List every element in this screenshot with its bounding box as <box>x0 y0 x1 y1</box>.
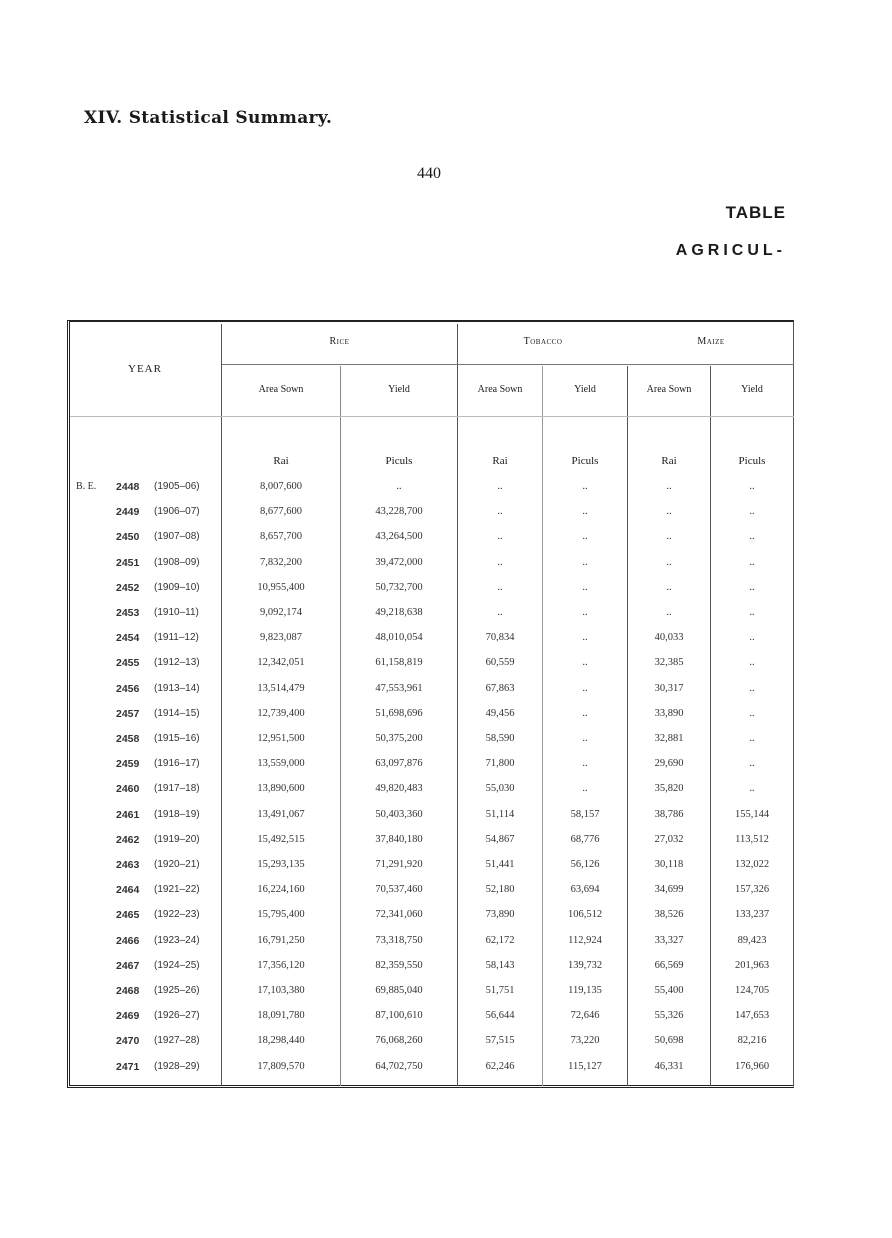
rice-area-value: 18,091,780 <box>257 1010 305 1022</box>
maize-area-value: 40,033 <box>654 632 684 644</box>
maize-yield-value: .. <box>749 506 755 518</box>
maize-yield-value: .. <box>749 556 755 568</box>
tobacco-area-value: .. <box>497 531 503 543</box>
table-row <box>0 733 892 758</box>
rice-yield-value: 87,100,610 <box>375 1010 423 1022</box>
year-ce: (1906–07) <box>154 506 200 518</box>
maize-area-value: 55,400 <box>654 985 684 996</box>
rice-area-unit: Rai <box>273 455 289 467</box>
table-row <box>0 884 892 909</box>
maize-yield-value: 201,963 <box>734 959 770 971</box>
maize-yield-value: .. <box>749 607 755 618</box>
maize-area-value: .. <box>666 481 672 492</box>
tobacco-area-value: 51,114 <box>485 808 515 820</box>
maize-area-value: 66,569 <box>654 959 684 971</box>
year-ce: (1918–19) <box>154 808 200 820</box>
maize-area-value: 33,890 <box>654 707 684 719</box>
rice-area-value: 7,832,200 <box>260 556 302 568</box>
year-be: 2466 <box>116 934 140 947</box>
rice-area-value: 8,007,600 <box>260 481 302 492</box>
rice-area-value: 13,559,000 <box>257 758 305 770</box>
year-ce: (1927–28) <box>154 1035 200 1047</box>
table-row <box>0 834 892 859</box>
table-row <box>0 708 892 733</box>
tobacco-group-header: Tobacco <box>523 336 563 347</box>
rice-yield-header: Yield <box>388 384 410 395</box>
year-ce: (1909–10) <box>154 581 200 593</box>
tobacco-yield-value: 106,512 <box>567 909 603 921</box>
rice-yield-value: 73,318,750 <box>375 934 423 946</box>
maize-yield-value: .. <box>749 581 755 593</box>
year-be: 2467 <box>116 959 140 972</box>
tobacco-yield-value: .. <box>582 531 588 543</box>
tobacco-area-value: .. <box>497 607 503 618</box>
tobacco-yield-value: .. <box>582 707 588 719</box>
maize-yield-value: .. <box>749 657 755 669</box>
maize-area-value: 32,385 <box>654 657 684 669</box>
table-row <box>0 582 892 607</box>
table-row <box>0 783 892 808</box>
year-ce: (1921–22) <box>154 884 200 896</box>
tobacco-yield-value: 139,732 <box>567 959 603 971</box>
year-be: 2448 <box>116 481 140 493</box>
rice-area-value: 13,890,600 <box>257 783 305 795</box>
maize-yield-value: .. <box>749 682 755 694</box>
table-row <box>0 506 892 531</box>
year-be: 2456 <box>116 682 140 695</box>
year-be: 2462 <box>116 833 140 846</box>
maize-yield-header: Yield <box>741 384 763 395</box>
maize-yield-value: 132,022 <box>734 859 770 870</box>
section-title: XIV. Statistical Summary. <box>84 108 333 128</box>
rule-group-header <box>222 364 794 365</box>
tobacco-area-value: 71,800 <box>485 758 515 770</box>
rice-yield-value: 82,359,550 <box>375 959 423 971</box>
maize-group-header: Maize <box>697 336 725 347</box>
year-be: 2464 <box>116 884 140 897</box>
maize-area-value: .. <box>666 556 672 568</box>
table-row <box>0 859 892 884</box>
tobacco-area-value: 58,143 <box>485 959 515 971</box>
maize-yield-value: 124,705 <box>734 985 770 996</box>
rice-yield-value: 43,264,500 <box>375 531 423 543</box>
year-be: 2457 <box>116 707 140 720</box>
year-ce: (1920–21) <box>154 859 200 870</box>
era-label: B. E. <box>76 481 97 492</box>
year-ce: (1910–11) <box>154 607 199 618</box>
rice-area-value: 16,224,160 <box>257 884 305 896</box>
maize-yield-value: 147,653 <box>734 1010 770 1022</box>
tobacco-yield-value: .. <box>582 682 588 694</box>
tobacco-yield-value: .. <box>582 657 588 669</box>
maize-area-header: Area Sown <box>646 384 692 395</box>
table-label: TABLE <box>725 203 786 222</box>
tobacco-yield-value: 115,127 <box>568 1060 602 1072</box>
tobacco-yield-value: .. <box>582 733 588 744</box>
year-ce: (1919–20) <box>154 833 200 845</box>
rice-group-header: Rice <box>329 336 350 347</box>
rice-area-value: 9,092,174 <box>260 607 302 618</box>
rice-area-value: 9,823,087 <box>260 632 302 644</box>
table-row <box>0 1010 892 1035</box>
tobacco-yield-value: 63,694 <box>570 884 600 896</box>
table-row <box>0 935 892 960</box>
rice-yield-value: .. <box>396 481 402 492</box>
tobacco-yield-value: 73,220 <box>570 1035 600 1047</box>
rice-yield-value: 63,097,876 <box>375 758 423 770</box>
maize-area-value: 35,820 <box>654 783 684 795</box>
year-ce: (1915–16) <box>154 733 200 744</box>
maize-area-value: 55,326 <box>654 1010 684 1022</box>
year-ce: (1905–06) <box>154 481 200 492</box>
rice-area-value: 16,791,250 <box>257 934 305 946</box>
tobacco-area-value: 51,751 <box>485 985 515 996</box>
tobacco-yield-unit: Piculs <box>571 455 599 467</box>
tobacco-yield-value: .. <box>582 607 588 618</box>
year-be: 2451 <box>116 556 140 569</box>
table-row <box>0 1035 892 1060</box>
year-be: 2471 <box>116 1060 140 1073</box>
table-row <box>0 985 892 1010</box>
tobacco-area-value: .. <box>497 556 503 568</box>
rice-area-value: 12,739,400 <box>257 707 305 719</box>
tobacco-yield-header: Yield <box>574 384 596 395</box>
year-be: 2460 <box>116 783 140 796</box>
year-ce: (1913–14) <box>154 682 200 694</box>
year-be: 2469 <box>116 1010 140 1023</box>
tobacco-yield-value: 68,776 <box>570 833 600 845</box>
tobacco-area-value: 57,515 <box>485 1035 515 1047</box>
year-be: 2470 <box>116 1035 140 1048</box>
rice-yield-value: 69,885,040 <box>375 985 423 996</box>
table-row <box>0 531 892 556</box>
tobacco-yield-value: .. <box>582 632 588 644</box>
year-ce: (1914–15) <box>154 707 200 719</box>
tobacco-area-value: 56,644 <box>485 1010 515 1022</box>
table-row <box>0 607 892 632</box>
maize-area-value: 34,699 <box>654 884 684 896</box>
rule-subheader <box>70 416 794 417</box>
rice-yield-value: 47,553,961 <box>375 682 423 694</box>
tobacco-area-value: .. <box>497 581 503 593</box>
maize-yield-value: 133,237 <box>734 909 770 921</box>
maize-yield-value: 155,144 <box>734 808 770 820</box>
tobacco-yield-value: 112,924 <box>568 934 602 946</box>
year-ce: (1911–12) <box>154 632 199 644</box>
tobacco-yield-value: 56,126 <box>570 859 600 870</box>
maize-yield-value: .. <box>749 632 755 644</box>
year-ce: (1912–13) <box>154 657 200 669</box>
year-be: 2459 <box>116 758 140 771</box>
year-be: 2463 <box>116 859 140 871</box>
maize-area-value: 27,032 <box>654 833 684 845</box>
rice-area-value: 15,492,515 <box>257 833 305 845</box>
year-ce: (1916–17) <box>154 758 200 770</box>
rice-yield-value: 49,218,638 <box>375 607 423 618</box>
maize-area-value: .. <box>666 531 672 543</box>
rice-yield-unit: Piculs <box>385 455 413 467</box>
maize-area-value: .. <box>666 607 672 618</box>
tobacco-area-value: .. <box>497 506 503 518</box>
rice-yield-value: 50,403,360 <box>375 808 423 820</box>
year-ce: (1925–26) <box>154 985 200 996</box>
rice-area-value: 13,514,479 <box>257 682 305 694</box>
year-be: 2452 <box>116 581 140 594</box>
maize-area-value: 46,331 <box>654 1060 684 1072</box>
rice-yield-value: 43,228,700 <box>375 506 423 518</box>
rice-yield-value: 37,840,180 <box>375 833 423 845</box>
tobacco-area-value: 55,030 <box>485 783 515 795</box>
rice-yield-value: 50,732,700 <box>375 581 423 593</box>
tobacco-yield-value: .. <box>582 581 588 593</box>
maize-yield-value: 89,423 <box>737 934 767 946</box>
rice-yield-value: 50,375,200 <box>375 733 423 744</box>
maize-yield-value: .. <box>749 783 755 795</box>
tobacco-area-value: 62,172 <box>485 934 515 946</box>
tobacco-area-value: 73,890 <box>485 909 515 921</box>
year-be: 2461 <box>116 808 140 821</box>
table-row <box>0 657 892 682</box>
maize-yield-value: 82,216 <box>737 1035 767 1047</box>
table-row <box>0 683 892 708</box>
rice-area-value: 17,809,570 <box>257 1060 305 1072</box>
rice-area-header: Area Sown <box>258 384 304 395</box>
table-row <box>0 960 892 985</box>
maize-area-value: .. <box>666 581 672 593</box>
year-be: 2455 <box>116 657 140 670</box>
rice-area-value: 18,298,440 <box>257 1035 305 1047</box>
rice-yield-value: 51,698,696 <box>375 707 423 719</box>
tobacco-yield-value: .. <box>582 758 588 770</box>
maize-yield-value: .. <box>749 707 755 719</box>
maize-yield-value: 176,960 <box>734 1060 770 1072</box>
tobacco-area-value: 60,559 <box>485 657 515 669</box>
maize-yield-value: 113,512 <box>735 833 769 845</box>
tobacco-area-value: 52,180 <box>485 884 515 896</box>
tobacco-area-value: 58,590 <box>485 733 515 744</box>
year-ce: (1924–25) <box>154 959 200 971</box>
maize-area-value: .. <box>666 506 672 518</box>
rice-yield-value: 48,010,054 <box>375 632 423 644</box>
maize-area-value: 32,881 <box>654 733 684 744</box>
tobacco-yield-value: .. <box>582 481 588 492</box>
maize-area-value: 30,317 <box>654 682 684 694</box>
year-ce: (1908–09) <box>154 556 200 568</box>
table-row <box>0 481 892 506</box>
tobacco-yield-value: 119,135 <box>568 985 602 996</box>
table-row <box>0 632 892 657</box>
rice-yield-value: 76,068,260 <box>375 1035 423 1047</box>
rice-yield-value: 61,158,819 <box>375 657 423 669</box>
year-be: 2450 <box>116 531 140 544</box>
rice-area-value: 12,342,051 <box>257 657 305 669</box>
year-header: YEAR <box>128 363 162 375</box>
tobacco-area-unit: Rai <box>492 455 508 467</box>
rice-yield-value: 49,820,483 <box>375 783 423 795</box>
year-ce: (1928–29) <box>154 1060 200 1072</box>
tobacco-area-value: 49,456 <box>485 707 515 719</box>
tobacco-area-value: 67,863 <box>485 682 515 694</box>
table-row <box>0 809 892 834</box>
table-row <box>0 1061 892 1086</box>
table-row <box>0 557 892 582</box>
rice-area-value: 15,293,135 <box>257 859 305 870</box>
year-ce: (1922–23) <box>154 909 200 921</box>
maize-area-value: 50,698 <box>654 1035 684 1047</box>
year-ce: (1926–27) <box>154 1010 200 1022</box>
maize-yield-value: .. <box>749 531 755 543</box>
rice-area-value: 8,657,700 <box>260 531 302 543</box>
rice-area-value: 12,951,500 <box>257 733 305 744</box>
rice-area-value: 8,677,600 <box>260 506 302 518</box>
year-be: 2453 <box>116 607 140 619</box>
year-be: 2454 <box>116 632 140 645</box>
maize-area-value: 38,786 <box>654 808 684 820</box>
year-ce: (1907–08) <box>154 531 200 543</box>
tobacco-yield-value: .. <box>582 506 588 518</box>
rice-area-value: 13,491,067 <box>257 808 305 820</box>
tobacco-area-value: 70,834 <box>485 632 515 644</box>
maize-yield-value: .. <box>749 733 755 744</box>
rice-yield-value: 72,341,060 <box>375 909 423 921</box>
year-be: 2458 <box>116 733 140 745</box>
rice-area-value: 15,795,400 <box>257 909 305 921</box>
maize-area-value: 38,526 <box>654 909 684 921</box>
rice-yield-value: 39,472,000 <box>375 556 423 568</box>
tobacco-yield-value: 58,157 <box>570 808 600 820</box>
table-row <box>0 909 892 934</box>
rice-yield-value: 64,702,750 <box>375 1060 423 1072</box>
tobacco-yield-value: 72,646 <box>570 1010 600 1022</box>
year-be: 2449 <box>116 506 140 519</box>
tobacco-area-value: 51,441 <box>485 859 515 870</box>
year-ce: (1923–24) <box>154 934 200 946</box>
rice-area-value: 17,356,120 <box>257 959 305 971</box>
tobacco-area-header: Area Sown <box>477 384 523 395</box>
maize-yield-value: 157,326 <box>734 884 770 896</box>
year-ce: (1917–18) <box>154 783 200 795</box>
maize-area-value: 30,118 <box>654 859 684 870</box>
tobacco-yield-value: .. <box>582 556 588 568</box>
rice-area-value: 17,103,380 <box>257 985 305 996</box>
table-row <box>0 758 892 783</box>
tobacco-area-value: 54,867 <box>485 833 515 845</box>
rice-area-value: 10,955,400 <box>257 581 305 593</box>
maize-area-value: 33,327 <box>654 934 684 946</box>
rice-yield-value: 71,291,920 <box>375 859 423 870</box>
tobacco-area-value: 62,246 <box>485 1060 515 1072</box>
maize-yield-unit: Piculs <box>738 455 766 467</box>
maize-yield-value: .. <box>749 758 755 770</box>
maize-area-value: 29,690 <box>654 758 684 770</box>
page-number: 440 <box>417 165 441 182</box>
year-be: 2465 <box>116 909 140 922</box>
table-subject: AGRICUL- <box>675 242 786 259</box>
tobacco-yield-value: .. <box>582 783 588 795</box>
tobacco-area-value: .. <box>497 481 503 492</box>
maize-yield-value: .. <box>749 481 755 492</box>
rice-yield-value: 70,537,460 <box>375 884 423 896</box>
maize-area-unit: Rai <box>661 455 677 467</box>
year-be: 2468 <box>116 985 140 997</box>
